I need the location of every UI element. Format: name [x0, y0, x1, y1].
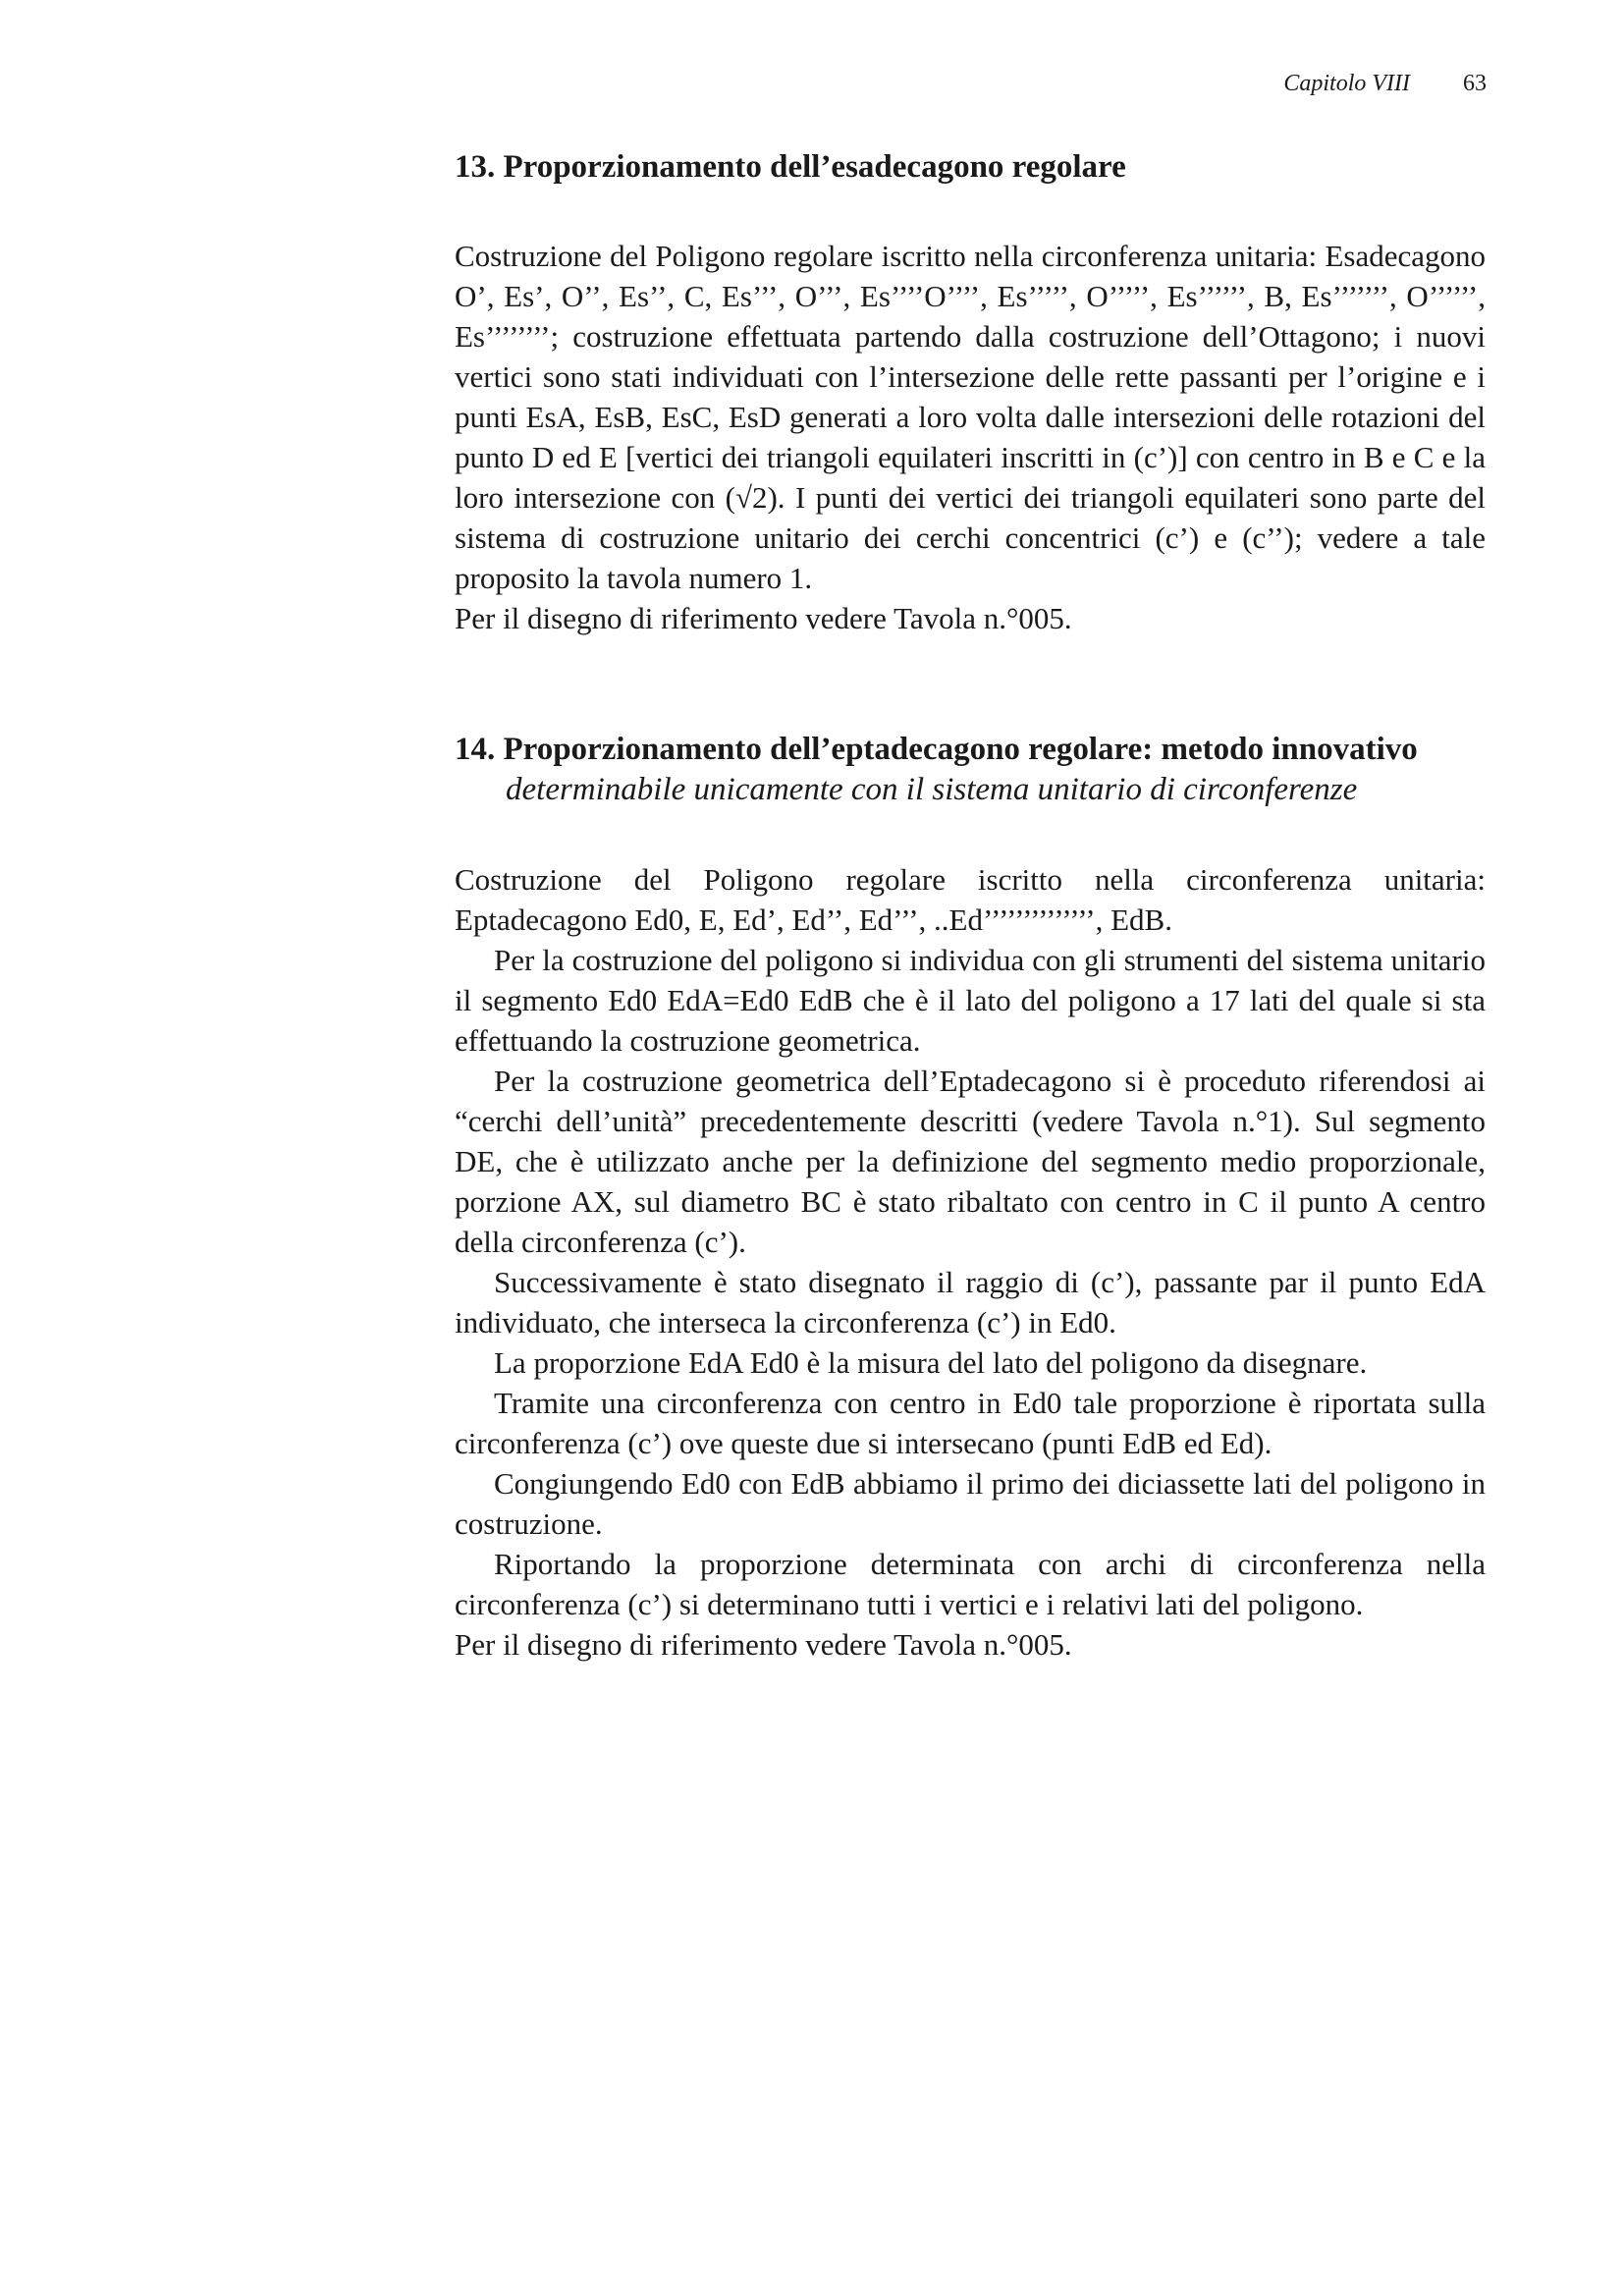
section-14-body [455, 859, 1486, 1665]
page-content [455, 147, 1486, 1665]
section-14-paragraph-8: Riportando la proporzione determinata con archi di circonferenza nella circonferenza (c’) si determinano tutti i vertici e i relativi lati del poligono. [455, 1547, 1486, 1621]
section-13-paragraph-1: Costruzione del Poligono regolare iscritto nella circonferenza unitaria: Esadecagono O’, Es’, O’’, Es’’, C, Es’’’, O’’’, Es’’’’O’’’’, Es’’’’’, O’’’’’, Es’’’’’’, B, Es’’’’’’’, O’’’’’’, Es’’’’’’’’; costruzione effettuata partendo dalla costruzione dell’Ottagono; i nuovi vertici sono stati individuati con l’intersezione delle rette passanti per l’origine e i punti EsA, EsB, EsC, EsD generati a loro volta dalle intersezioni delle rotazioni del punto D ed E [vertici dei triangoli equilateri inscritti in (c’)] con centro in B e C e la loro intersezione con (√2). I punti dei vertici dei triangoli equilateri sono parte del sistema di costruzione unitario dei cerchi concentrici (c’) e (c’’); vedere a tale proposito la tavola numero 1. [455, 239, 1486, 595]
running-head [1283, 71, 1487, 97]
section-14-paragraph-3: Per la costruzione geometrica dell’Eptadecagono si è proceduto riferendosi ai “cerchi dell’unità” precedentemente descritti (vedere Tavola n.°1). Sul segmento DE, che è utilizzato anche per la definizione del segmento medio proporzionale, porzione AX, sul diametro BC è stato ribaltato con centro in C il punto A centro della circonferenza (c’). [455, 1064, 1486, 1259]
section-14-paragraph-2: Per la costruzione del poligono si individua con gli strumenti del sistema unitario il segmento Ed0 EdA=Ed0 EdB che è il lato del poligono a 17 lati del quale si sta effettuando la costruzione geometrica. [455, 943, 1486, 1058]
section-14-paragraph-1: Costruzione del Poligono regolare iscritto nella circonferenza unitaria: Eptadecagono Ed0, E, Ed’, Ed’’, Ed’’’, ..Ed’’’’’’’’’’’’’’, EdB. [455, 862, 1486, 937]
section-14-subtitle: determinabile unicamente con il sistema unitario di circonferenze [506, 772, 1358, 807]
section-14-paragraph-9: Per il disegno di riferimento vedere Tavola n.°005. [455, 1627, 1072, 1662]
section-13-paragraph-2: Per il disegno di riferimento vedere Tavola n.°005. [455, 601, 1072, 635]
section-14 [455, 730, 1486, 1665]
section-14-paragraph-6: Tramite una circonferenza con centro in Ed0 tale proporzione è riportata sulla circonferenza (c’) ove queste due si intersecano (punti EdB ed Ed). [455, 1386, 1486, 1460]
section-14-paragraph-7: Congiungendo Ed0 con EdB abbiamo il primo dei diciassette lati del poligono in costruzione. [455, 1466, 1486, 1541]
chapter-title: Capitolo VIII [1283, 71, 1410, 96]
section-14-paragraph-4: Successivamente è stato disegnato il raggio di (c’), passante par il punto EdA individuato, che interseca la circonferenza (c’) in Ed0. [455, 1265, 1486, 1339]
section-13-body [455, 236, 1486, 638]
section-13 [455, 147, 1486, 638]
section-13-title: 13. Proporzionamento dell’esadecagono regolare [455, 149, 1126, 185]
page-number: 63 [1463, 71, 1487, 96]
section-14-title: 14. Proporzionamento dell’eptadecagono regolare: metodo innovativo [455, 732, 1418, 767]
section-14-paragraph-5: La proporzione EdA Ed0 è la misura del lato del poligono da disegnare. [494, 1345, 1368, 1380]
